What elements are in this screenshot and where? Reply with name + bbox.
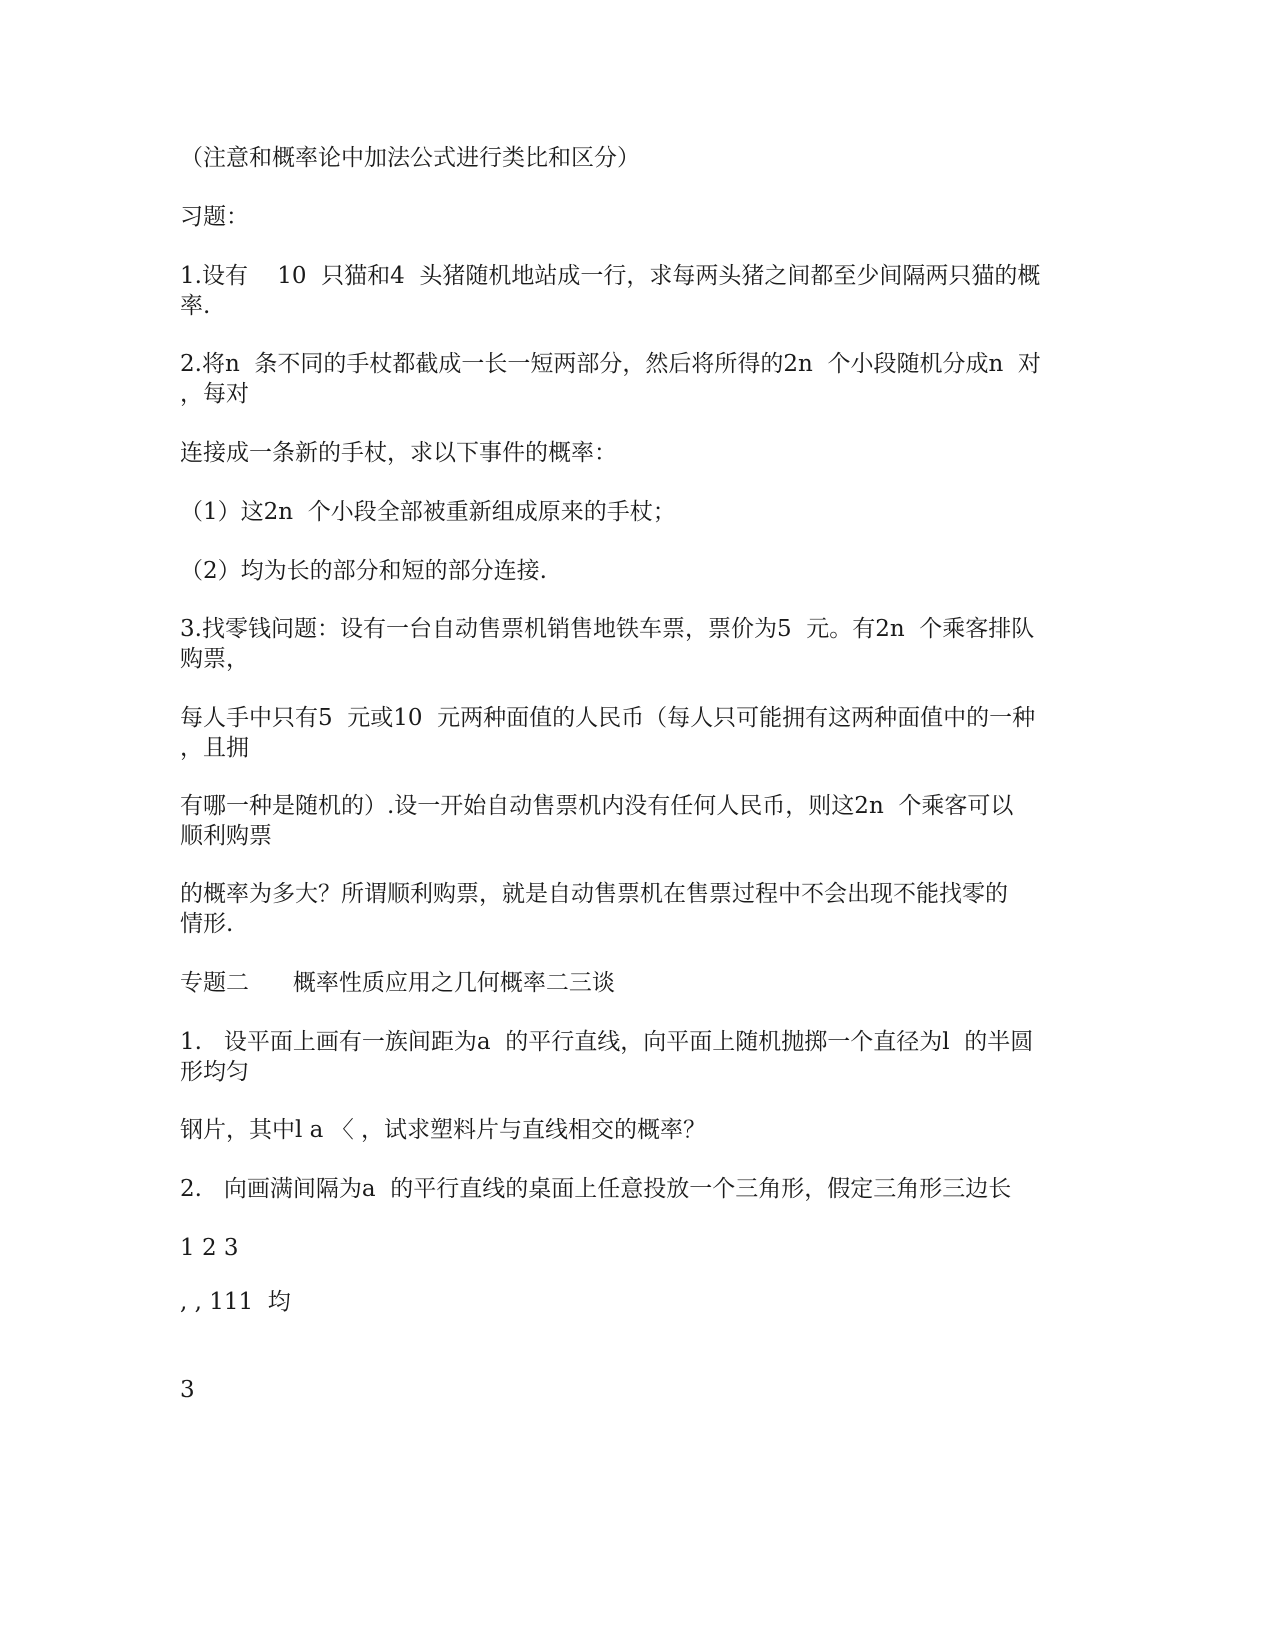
- geometry-problem-1-line-2: 形均匀: [180, 1059, 249, 1085]
- problem-2-line-2: ，每对: [180, 381, 249, 407]
- section-2-heading: 专题二 概率性质应用之几何概率二三谈: [180, 970, 615, 996]
- problem-2-part-2: （2）均为长的部分和短的部分连接.: [180, 558, 547, 584]
- problem-3-line-6: 顺利购票: [180, 823, 272, 849]
- problem-3-line-5: 有哪一种是随机的）.设一开始自动售票机内没有任何人民币，则这2n 个乘客可以: [180, 793, 1014, 819]
- geometry-problem-1-line-1: 1. 设平面上画有一族间距为a 的平行直线，向平面上随机抛掷一个直径为l 的半圆: [180, 1029, 1034, 1055]
- problem-2-part-1: （1）这2n 个小段全部被重新组成原来的手杖；: [180, 499, 676, 525]
- problem-3-line-4: ，且拥: [180, 735, 249, 761]
- exercises-heading: 习题：: [180, 204, 249, 230]
- problem-3-line-7: 的概率为多大？所谓顺利购票，就是自动售票机在售票过程中不会出现不能找零的: [180, 881, 1008, 907]
- problem-3-line-2: 购票，: [180, 646, 249, 672]
- trailing-fragment: 3: [180, 1377, 195, 1403]
- problem-1-line-2: 率.: [180, 293, 211, 319]
- note-text: （注意和概率论中加法公式进行类比和区分）: [180, 145, 640, 171]
- problem-3-line-3: 每人手中只有5 元或10 元两种面值的人民币（每人只可能拥有这两种面值中的一种: [180, 705, 1036, 731]
- problem-1-line-1: 1.设有 10 只猫和4 头猪随机地站成一行，求每两头猪之间都至少间隔两只猫的概: [180, 263, 1041, 289]
- problem-3-line-8: 情形.: [180, 911, 234, 937]
- geometry-problem-1-line-3: 钢片，其中l a 〈 ，试求塑料片与直线相交的概率？: [180, 1117, 707, 1143]
- problem-3-line-1: 3.找零钱问题：设有一台自动售票机销售地铁车票，票价为5 元。有2n 个乘客排队: [180, 616, 1035, 642]
- problem-2-line-1: 2.将n 条不同的手杖都截成一长一短两部分，然后将所得的2n 个小段随机分成n 对: [180, 351, 1041, 377]
- subscript-fragment: 1 2 3: [180, 1235, 239, 1261]
- problem-2-continuation: 连接成一条新的手杖，求以下事件的概率：: [180, 440, 617, 466]
- geometry-problem-2-line-1: 2. 向画满间隔为a 的平行直线的桌面上任意投放一个三角形，假定三角形三边长: [180, 1176, 1012, 1202]
- formula-fragment: , , 111 均: [180, 1289, 291, 1315]
